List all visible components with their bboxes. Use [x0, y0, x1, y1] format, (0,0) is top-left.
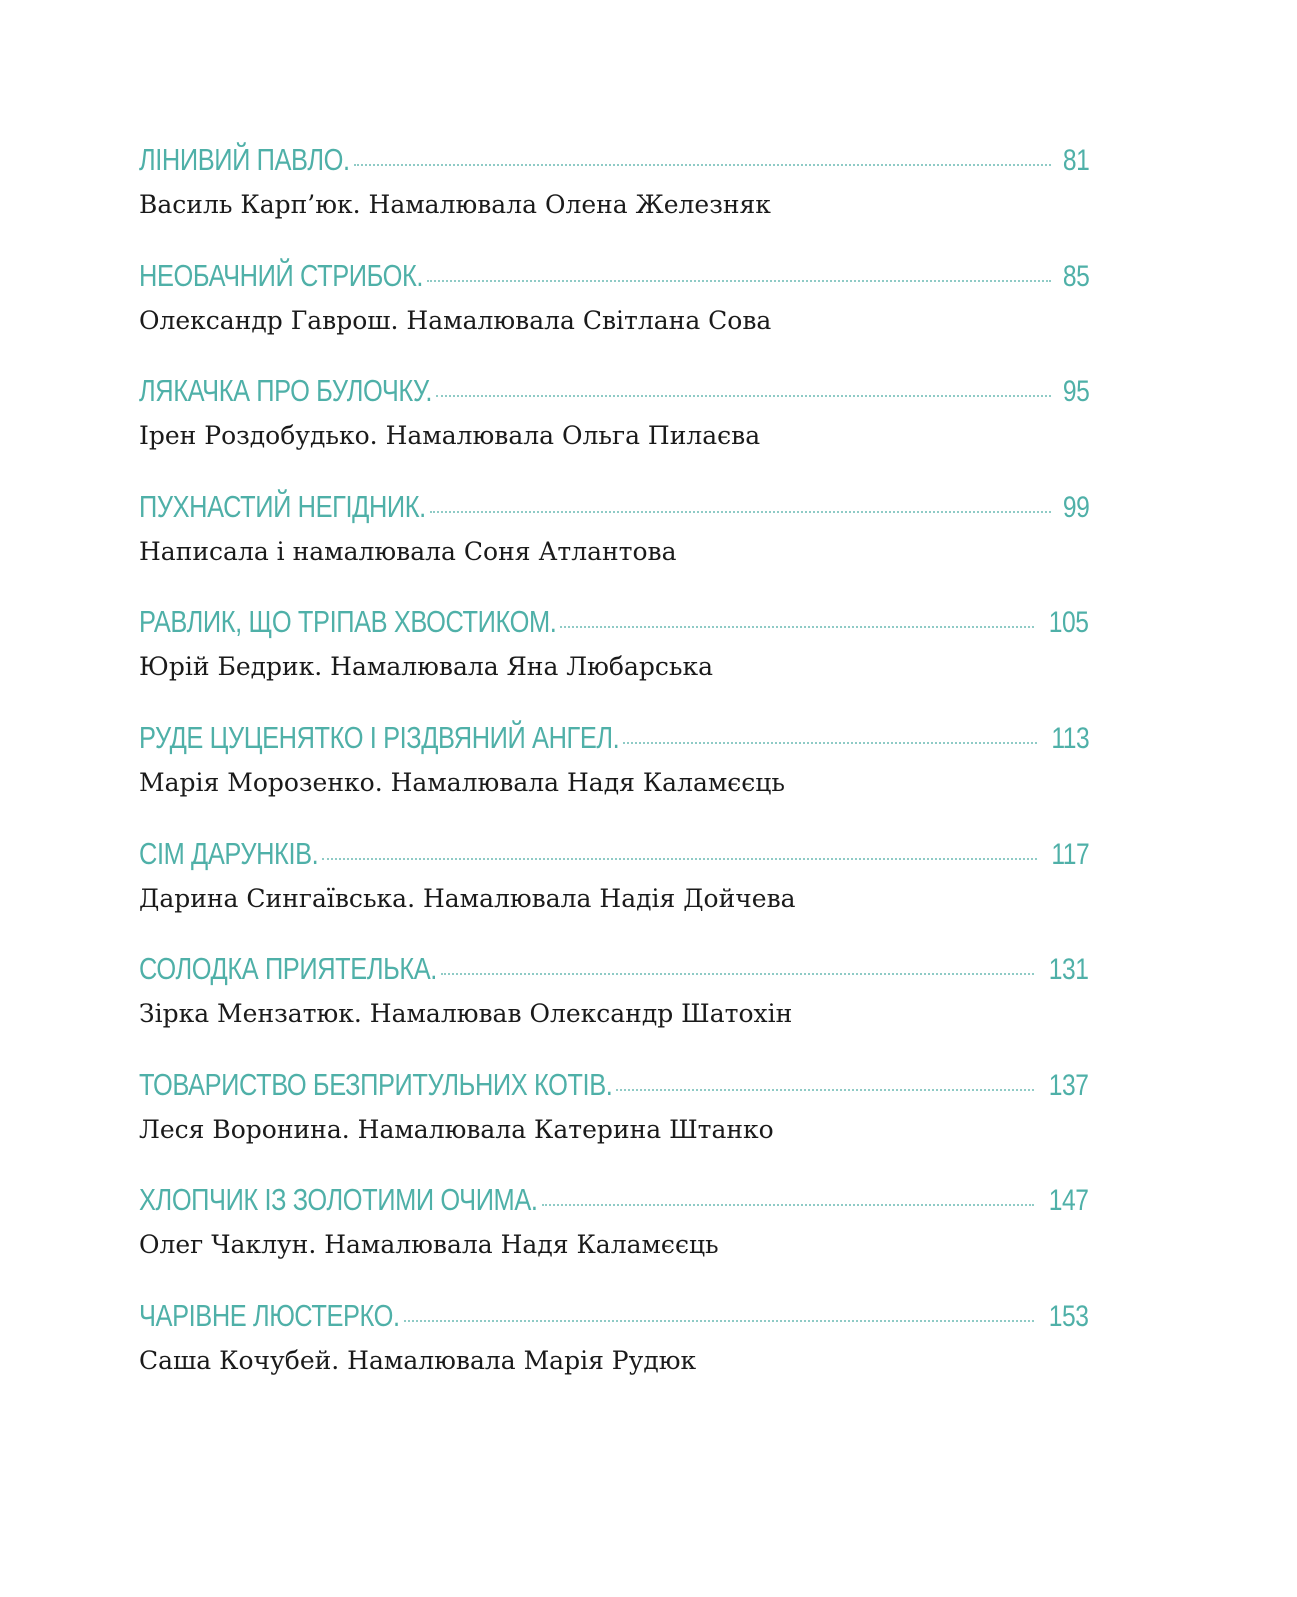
toc-title-line: [139, 373, 1089, 419]
toc-entry[interactable]: [139, 720, 1089, 836]
toc-story-title: РАВЛИК, ЩО ТРІПАВ ХВОСТИКОМ.: [139, 604, 557, 640]
toc-page-number: 105: [1049, 606, 1089, 640]
dot-leader: [542, 1204, 1035, 1206]
toc-author-credit: Юрій Бедрик. Намалювала Яна Любарська: [139, 652, 714, 682]
toc-page-number: 147: [1049, 1184, 1089, 1218]
toc-entry[interactable]: [139, 1067, 1089, 1183]
toc-entry[interactable]: [139, 142, 1089, 258]
toc-title-line: [139, 951, 1089, 997]
dot-leader: [322, 858, 1036, 860]
toc-story-title: ЧАРІВНЕ ЛЮСТЕРКО.: [139, 1297, 400, 1333]
toc-author-credit: Леся Воронина. Намалювала Катерина Штанко: [139, 1114, 774, 1144]
table-of-contents: [139, 142, 1089, 1414]
toc-page-number: 85: [1062, 259, 1089, 293]
toc-author-credit: Ірен Роздобудько. Намалювала Ольга Пилаєва: [139, 421, 761, 451]
toc-entry[interactable]: [139, 1298, 1089, 1414]
toc-page-number: 95: [1062, 375, 1089, 409]
toc-title-line: [139, 1298, 1089, 1344]
dot-leader: [560, 626, 1034, 628]
toc-author-credit: Олександр Гаврош. Намалювала Світлана Сова: [139, 305, 772, 335]
toc-page-number: 113: [1051, 721, 1089, 755]
toc-title-line: [139, 1067, 1089, 1113]
toc-title-line: [139, 142, 1089, 188]
dot-leader: [436, 395, 1051, 397]
toc-author-credit: Написала і намалювала Соня Атлантова: [139, 536, 677, 566]
toc-entry[interactable]: [139, 604, 1089, 720]
toc-author-credit: Дарина Сингаївська. Намалювала Надія Дойчева: [139, 883, 796, 913]
toc-author-credit: Олег Чаклун. Намалювала Надя Каламєєць: [139, 1230, 719, 1260]
dot-leader: [623, 742, 1036, 744]
dot-leader: [616, 1089, 1034, 1091]
toc-title-line: [139, 489, 1089, 535]
toc-story-title: ЛІНИВИЙ ПАВЛО.: [139, 142, 350, 177]
toc-title-line: [139, 836, 1089, 882]
dot-leader: [354, 164, 1051, 166]
toc-entry[interactable]: [139, 951, 1089, 1067]
toc-story-title: ТОВАРИСТВО БЕЗПРИТУЛЬНИХ КОТІВ.: [139, 1066, 613, 1102]
toc-entry[interactable]: [139, 489, 1089, 605]
toc-entry[interactable]: [139, 1182, 1089, 1298]
toc-author-credit: Зірка Мензатюк. Намалював Олександр Шатохін: [139, 999, 793, 1029]
toc-page-number: 131: [1049, 953, 1089, 987]
toc-entry[interactable]: [139, 258, 1089, 374]
toc-page-number: 81: [1062, 144, 1089, 177]
toc-entry[interactable]: [139, 373, 1089, 489]
toc-entry[interactable]: [139, 836, 1089, 952]
toc-page-number: 117: [1051, 837, 1089, 871]
toc-story-title: ХЛОПЧИК ІЗ ЗОЛОТИМИ ОЧИМА.: [139, 1182, 538, 1218]
toc-page-number: 153: [1049, 1299, 1089, 1333]
toc-title-line: [139, 258, 1089, 304]
toc-story-title: ПУХНАСТИЙ НЕГІДНИК.: [139, 488, 426, 524]
toc-story-title: СОЛОДКА ПРИЯТЕЛЬКА.: [139, 951, 437, 987]
toc-author-credit: Саша Кочубей. Намалювала Марія Рудюк: [139, 1345, 697, 1375]
dot-leader: [441, 973, 1034, 975]
toc-story-title: НЕОБАЧНИЙ СТРИБОК.: [139, 257, 424, 293]
toc-page-number: 99: [1062, 490, 1089, 524]
toc-story-title: ЛЯКАЧКА ПРО БУЛОЧКУ.: [139, 373, 433, 409]
dot-leader: [427, 280, 1051, 282]
toc-page-number: 137: [1049, 1068, 1089, 1102]
toc-title-line: [139, 720, 1089, 766]
toc-story-title: СІМ ДАРУНКІВ.: [139, 835, 319, 871]
toc-title-line: [139, 1182, 1089, 1228]
dot-leader: [404, 1320, 1035, 1322]
toc-title-line: [139, 604, 1089, 650]
toc-author-credit: Марія Морозенко. Намалювала Надя Каламєєць: [139, 767, 785, 797]
toc-story-title: РУДЕ ЦУЦЕНЯТКО І РІЗДВЯНИЙ АНГЕЛ.: [139, 719, 620, 755]
dot-leader: [430, 511, 1051, 513]
toc-author-credit: Василь Карп’юк. Намалювала Олена Железняк: [139, 190, 771, 219]
